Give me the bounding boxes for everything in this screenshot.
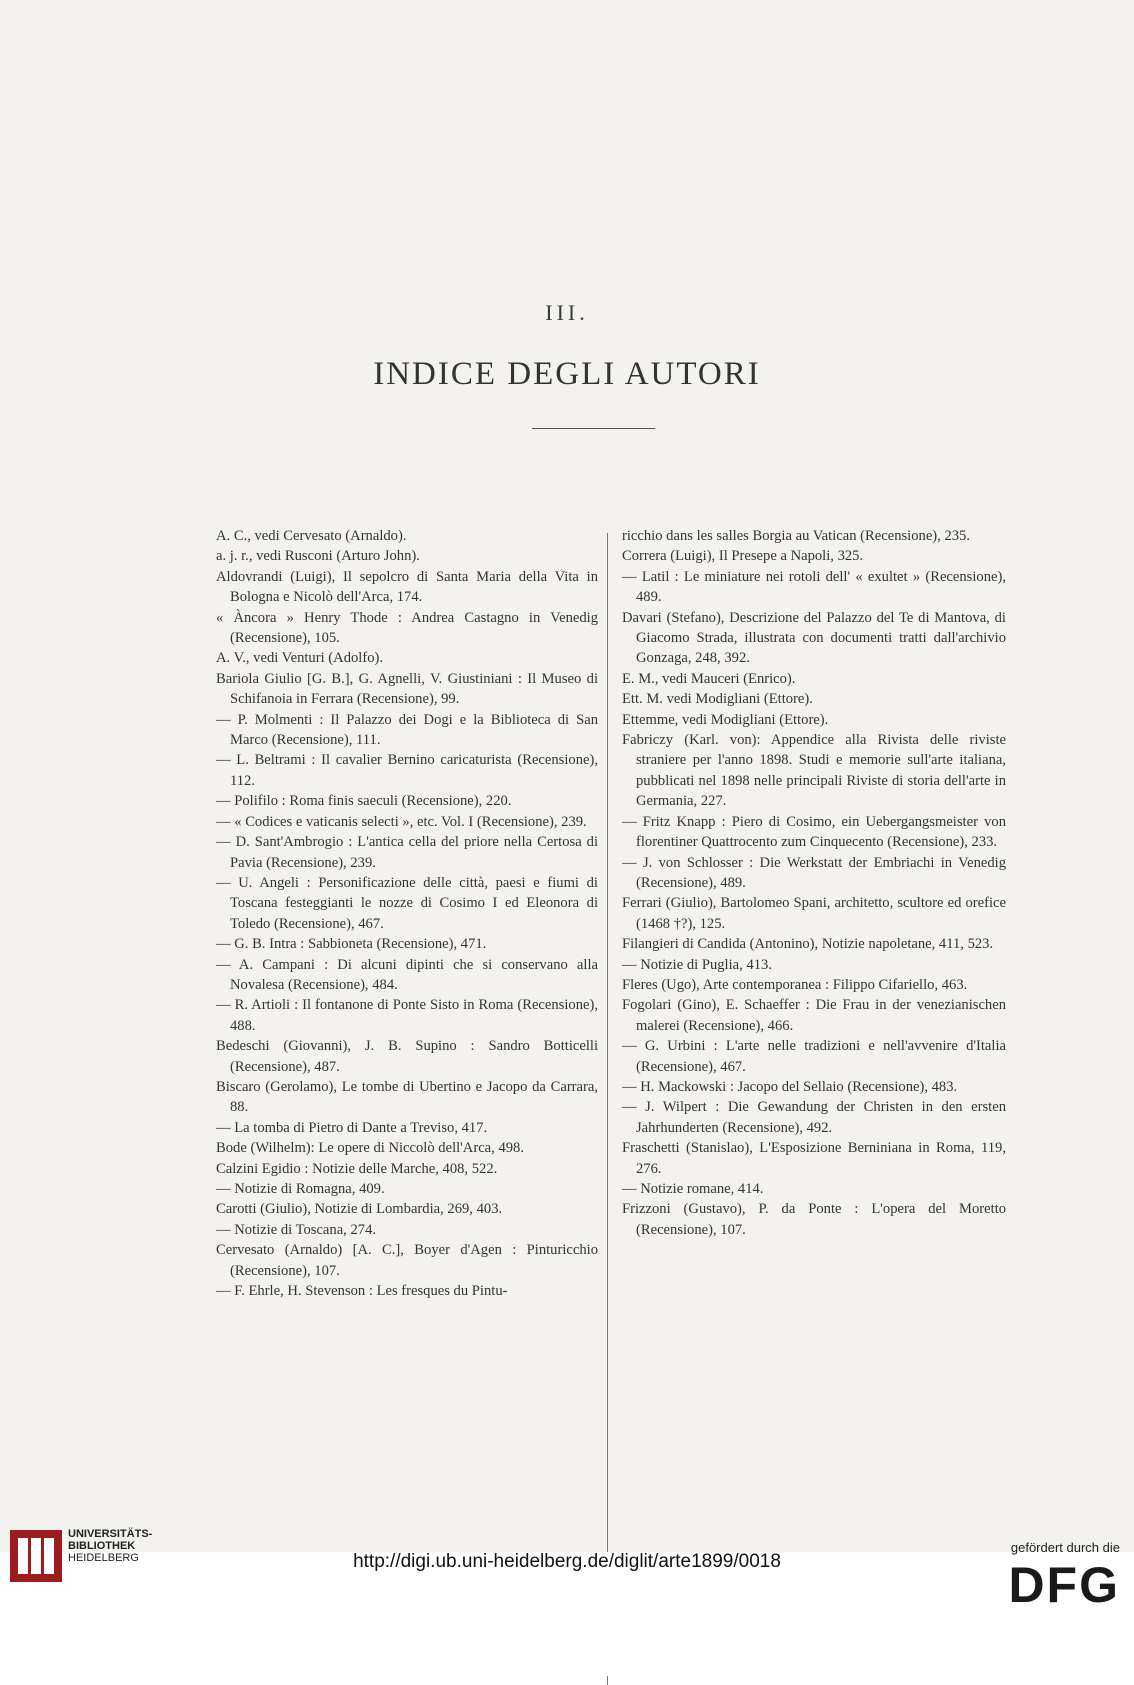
index-entry: — U. Angeli : Personificazione delle città, paesi e fiumi di Toscana festeggianti le nozze di Cosimo I ed Eleonora di Toledo (Recensione), 467. <box>216 874 598 932</box>
index-entry: Bedeschi (Giovanni), J. B. Supino : Sandro Botticelli (Recensione), 487. <box>216 1038 598 1075</box>
index-entry: — A. Campani : Di alcuni dipinti che si conservano alla Novalesa (Recensione), 484. <box>216 956 598 993</box>
index-entry: Fogolari (Gino), E. Schaeffer : Die Frau in der venezianischen malerei (Recensione), 466. <box>622 997 1006 1034</box>
index-entry: « Àncora » Henry Thode : Andrea Castagno in Venedig (Recensione), 105. <box>216 609 598 647</box>
index-entry: — G. B. Intra : Sabbioneta (Recensione), 471. <box>216 936 487 953</box>
index-entry: Cervesato (Arnaldo) [A. C.], Boyer d'Agen : Pinturicchio (Recensione), 107. <box>216 1242 598 1279</box>
column-divider <box>607 533 608 1685</box>
index-entry: Correra (Luigi), Il Presepe a Napoli, 325. <box>622 548 864 565</box>
index-entry: — J. von Schlosser : Die Werkstatt der Embriachi in Venedig (Recensione), 489. <box>622 854 1006 891</box>
index-entry: Davari (Stefano), Descrizione del Palazzo del Te di Mantova, di Giacomo Strada, illustrata con documenti tratti dall'archivio Gonzaga, 248, 392. <box>622 609 1006 667</box>
index-entry: Ett. M. vedi Modigliani (Ettore). <box>622 691 813 708</box>
index-entry: Fraschetti (Stanislao), L'Esposizione Berniniana in Roma, 119, 276. <box>622 1140 1006 1177</box>
index-entry: Filangieri di Candida (Antonino), Notizie napoletane, 411, 523. <box>622 936 994 953</box>
title-rule <box>532 428 655 429</box>
index-entry: — H. Mackowski : Jacopo del Sellaio (Recensione), 483. <box>622 1078 958 1095</box>
dfg-logo: DFG <box>1008 1557 1120 1613</box>
index-entry: Ferrari (Giulio), Bartolomeo Spani, architetto, scultore ed orefice (1468 †?), 125. <box>622 895 1006 932</box>
index-entry: Bariola Giulio [G. B.], G. Agnelli, V. Giustiniani : Il Museo di Schifanoia in Ferrara (Recensione), 99. <box>216 670 598 708</box>
index-entry: Bode (Wilhelm): Le opere di Niccolò dell'Arca, 498. <box>216 1140 525 1157</box>
index-entry: Aldovrandi (Luigi), Il sepolcro di Santa Maria della Vita in Bologna e Nicolò dell'Arca, 174. <box>216 568 598 606</box>
section-numeral: III. <box>545 300 589 325</box>
index-entry: — R. Artioli : Il fontanone di Ponte Sisto in Roma (Recensione), 488. <box>216 997 598 1034</box>
index-entry: — J. Wilpert : Die Gewandung der Christen in den ersten Jahrhunderten (Recensione), 492. <box>622 1099 1006 1136</box>
index-entry: Calzini Egidio : Notizie delle Marche, 408, 522. <box>216 1160 498 1177</box>
library-line: BIBLIOTHEK <box>68 1540 136 1552</box>
index-entry: — Fritz Knapp : Piero di Cosimo, ein Uebergangsmeister von florentiner Quattrocento zum Cinquecento (Recensione), 233. <box>622 813 1006 851</box>
index-entry: Frizzoni (Gustavo), P. da Ponte : L'opera del Moretto (Recensione), 107. <box>622 1201 1006 1238</box>
funder-caption: gefördert durch die <box>1010 1540 1120 1555</box>
index-entry: Fabriczy (Karl. von): Appendice alla Rivista delle riviste straniere per l'anno 1898. Studi e memorie sull'arte italiana, pubblicati nel 1898 nelle principali Riviste di storia dell'arte in Germania, 227. <box>622 732 1006 810</box>
library-line: UNIVERSITÄTS- <box>68 1528 153 1540</box>
index-entry: A. C., vedi Cervesato (Arnaldo). <box>216 528 407 544</box>
index-entry: — G. Urbini : L'arte nelle tradizioni e nell'avvenire d'Italia (Recensione), 467. <box>622 1038 1006 1075</box>
index-entry: — Notizie di Romagna, 409. <box>216 1181 385 1197</box>
index-entry: — Notizie di Toscana, 274. <box>216 1221 377 1238</box>
index-entry: — « Codices e vaticanis selecti », etc. Vol. I (Recensione), 239. <box>216 813 587 830</box>
index-entry: — Notizie romane, 414. <box>622 1181 764 1197</box>
index-entry: — F. Ehrle, H. Stevenson : Les fresques du Pintu- <box>216 1283 508 1300</box>
index-column-left <box>216 526 598 1301</box>
index-entry: Carotti (Giulio), Notizie di Lombardia, 269, 403. <box>216 1201 503 1218</box>
index-column-right <box>622 526 1006 1240</box>
index-entry: Fleres (Ugo), Arte contemporanea : Filippo Cifariello, 463. <box>622 976 968 993</box>
index-entry: Biscaro (Gerolamo), Le tombe di Ubertino e Jacopo da Carrara, 88. <box>216 1078 598 1116</box>
index-entry: — Polifilo : Roma finis saeculi (Recensione), 220. <box>216 793 512 810</box>
index-entry: a. j. r., vedi Rusconi (Arturo John). <box>216 548 420 565</box>
index-entry: ricchio dans les salles Borgia au Vatican (Recensione), 235. <box>622 528 970 544</box>
index-entry: — La tomba di Pietro di Dante a Treviso, 417. <box>216 1119 488 1136</box>
index-entry: — P. Molmenti : Il Palazzo dei Dogi e la Biblioteca di San Marco (Recensione), 111. <box>216 711 598 749</box>
index-entry: — Notizie di Puglia, 413. <box>622 956 772 973</box>
index-entry: Ettemme, vedi Modigliani (Ettore). <box>622 711 829 728</box>
index-entry: — L. Beltrami : Il cavalier Bernino caricaturista (Recensione), 112. <box>216 752 598 789</box>
index-entry: — D. Sant'Ambrogio : L'antica cella del priore nella Certosa di Pavia (Recensione), 239. <box>216 834 598 871</box>
library-line: HEIDELBERG <box>68 1552 139 1564</box>
page-title: INDICE DEGLI AUTORI <box>373 356 761 392</box>
digitization-url[interactable]: http://digi.ub.uni-heidelberg.de/diglit/arte1899/0018 <box>353 1551 781 1572</box>
index-entry: E. M., vedi Mauceri (Enrico). <box>622 670 796 687</box>
index-entry: — Latil : Le miniature nei rotoli dell' « exultet » (Recensione), 489. <box>622 568 1006 606</box>
index-entry: A. V., vedi Venturi (Adolfo). <box>216 650 384 667</box>
